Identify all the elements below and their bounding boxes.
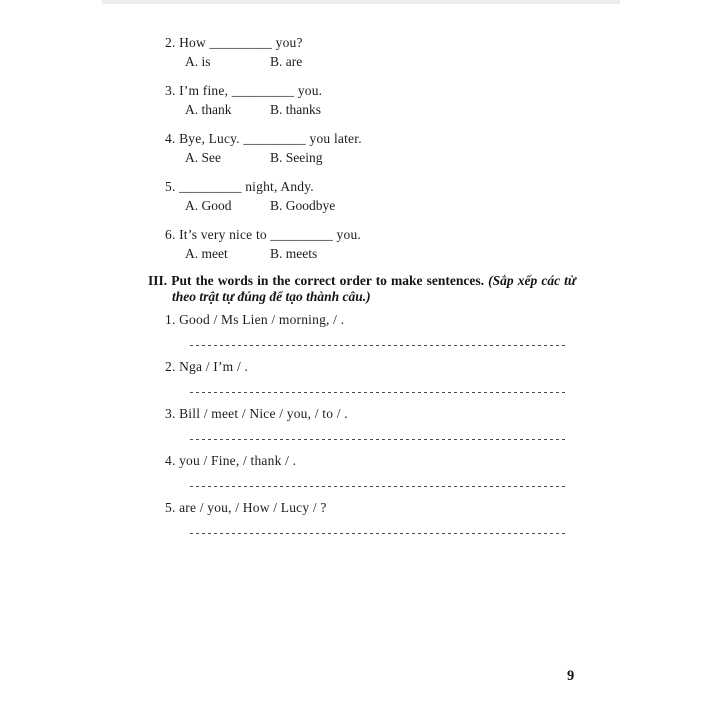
order-list [0,310,722,545]
mc-option-a: A. Good [185,198,232,213]
mc-options [185,148,722,167]
mc-option-b: B. Goodbye [270,198,336,213]
order-item-text: 3. Bill / meet / Nice / you, / to / . [165,406,348,421]
section-heading-line2: theo trật tự đúng để tạo thành câu.) [172,289,371,304]
section-number: III. [148,273,168,288]
section-title-en: Put the words in the correct order to make sentences. [171,273,485,288]
order-item [0,498,722,545]
mc-item [0,81,722,119]
mc-options [185,52,722,71]
order-item-text: 4. you / Fine, / thank / . [165,453,297,468]
mc-item [0,33,722,71]
mc-option-b: B. thanks [270,102,322,117]
mc-options [185,244,722,263]
page-top-edge [102,0,620,4]
mc-option-a: A. meet [185,246,228,261]
mc-item [0,129,722,167]
order-item [0,357,722,404]
page-number: 9 [567,668,575,684]
mc-question: 5. _________ night, Andy. [165,179,314,194]
answer-line [190,345,568,346]
mc-item [0,225,722,263]
section-title-vi: (Sắp xếp các từ [488,273,577,288]
answer-line [190,486,568,487]
order-item-text: 5. are / you, / How / Lucy / ? [165,500,327,515]
mc-question: 3. I’m fine, _________ you. [165,83,323,98]
mc-option-a: A. is [185,54,211,69]
order-item-text: 2. Nga / I’m / . [165,359,249,374]
mc-options [185,100,722,119]
mc-option-a: A. See [185,150,221,165]
section-heading [0,273,722,305]
mc-option-b: B. are [270,54,303,69]
mc-question: 2. How _________ you? [165,35,303,50]
mc-item [0,177,722,215]
order-item [0,310,722,357]
order-item [0,404,722,451]
worksheet-page [0,33,722,545]
answer-line [190,533,568,534]
answer-line [190,439,568,440]
mc-question: 6. It’s very nice to _________ you. [165,227,361,242]
answer-line [190,392,568,393]
mc-option-a: A. thank [185,102,232,117]
mc-question: 4. Bye, Lucy. _________ you later. [165,131,362,146]
order-item-text: 1. Good / Ms Lien / morning, / . [165,312,345,327]
mc-option-b: B. Seeing [270,150,323,165]
mc-option-b: B. meets [270,246,318,261]
section-heading-line1 [0,273,576,289]
order-item [0,451,722,498]
mc-options [185,196,722,215]
